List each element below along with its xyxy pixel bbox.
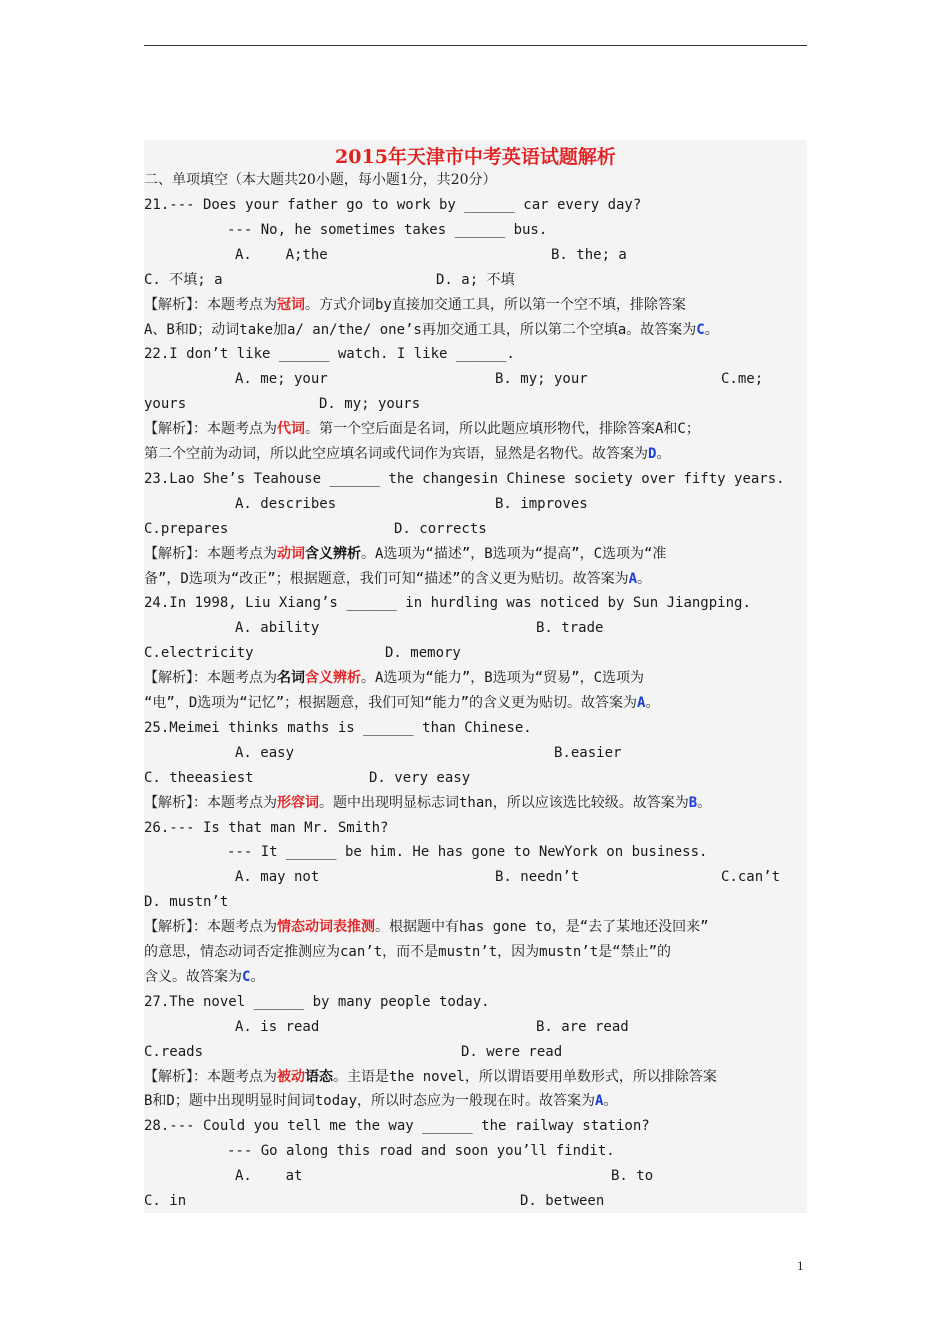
answer-letter: A [637, 695, 646, 711]
question-line: yours [144, 396, 187, 413]
question-line: 23.Lao She’s Teahouse ______ the changesin Chinese society over fifty years. [144, 470, 785, 487]
analysis-line [144, 418, 700, 440]
text-run: 【解析】：本题考点为 [144, 1068, 277, 1085]
question-line: A. at [235, 1168, 303, 1185]
question-line: --- Go along this road and soon you’ll findit. [227, 1143, 615, 1160]
analysis-line [144, 319, 719, 341]
question-line: D. between [520, 1193, 605, 1209]
analysis-line [144, 792, 711, 814]
text-run: 【解析】：本题考点为 [144, 794, 277, 811]
page-title: 2015年天津市中考英语试题解析 [335, 146, 616, 168]
analysis-line [144, 294, 686, 316]
text-run: “电”，D选项为“记忆”；根据题意，我们可知“能力”的含义更为贴切。故答案为 [144, 695, 637, 711]
question-line: C.prepares [144, 520, 229, 537]
analysis-line [144, 966, 264, 988]
question-line: 25.Meimei thinks maths is ______ than Chinese. [144, 719, 532, 736]
text-run: A、B和D；动词take加a/ an/the/ one’s再加交通工具，所以第二个空填a。故答案为 [144, 321, 697, 338]
answer-letter: A [595, 1093, 604, 1110]
text-run: 。题中出现明显标志词than，所以应该选比较级。故答案为 [319, 794, 689, 811]
highlight-term: 被动 [277, 1068, 305, 1085]
question-line: B. to [611, 1168, 654, 1185]
analysis-line [144, 692, 659, 714]
text-run: 。 [645, 695, 660, 711]
question-line: D. memory [385, 645, 461, 662]
question-line: A. me; your [235, 371, 328, 388]
text-run: 。 [250, 968, 265, 985]
question-line: C. theeasiest [144, 769, 254, 786]
exam-content [144, 140, 807, 1213]
question-line: D. were read [461, 1043, 563, 1060]
question-line: D. my; yours [319, 396, 421, 413]
highlight-term: 情态动词表推测 [277, 919, 375, 936]
question-line: D. mustn’t [144, 894, 229, 911]
question-line: A. describes [235, 495, 337, 512]
question-line: B.easier [554, 744, 622, 761]
question-line: --- No, he sometimes takes ______ bus. [227, 221, 548, 238]
text-run: 含义。故答案为 [144, 968, 242, 985]
question-line: 24.In 1998, Liu Xiang’s ______ in hurdling was noticed by Sun Jiangping. [144, 595, 751, 612]
text-run: 。A选项为“能力”，B选项为“贸易”，C选项为 [361, 670, 644, 687]
analysis-line [144, 916, 709, 938]
question-line: A. ability [235, 620, 320, 637]
answer-letter: C [242, 968, 251, 985]
answer-letter: D [648, 446, 657, 462]
question-line: A. A;the [235, 246, 328, 263]
highlight-term: 代词 [277, 421, 305, 438]
question-line: 的意思，情态动词否定推测应为can’t，而不是mustn’t，因为mustn’t是“禁止”的 [144, 944, 672, 960]
analysis-line [144, 443, 670, 465]
question-line: B. improves [495, 495, 588, 512]
text-run: 。 [637, 570, 652, 587]
question-line: 27.The novel ______ by many people today. [144, 993, 490, 1010]
analysis-line [144, 1090, 617, 1112]
text-run: 。主语是the novel，所以谓语要用单数形式，所以排除答案 [333, 1068, 717, 1085]
question-line: C.can’t [721, 869, 781, 886]
question-line: C.me; [721, 371, 764, 388]
question-line: D. corrects [394, 520, 487, 537]
analysis-line [144, 568, 651, 590]
question-line: 22.I don’t like ______ watch. I like ______. [144, 346, 515, 363]
question-line: D. a; 不填 [436, 271, 515, 288]
text-run: 第二个空前为动词，所以此空应填名词或代词作为宾语，显然是名物代。故答案为 [144, 446, 648, 462]
question-line: A. easy [235, 744, 295, 761]
question-line: B. are read [536, 1018, 629, 1035]
highlight-term: 含义辨析 [305, 545, 361, 562]
text-run: 【解析】：本题考点为 [144, 670, 277, 687]
highlight-term: 名词 [277, 670, 305, 687]
question-line: --- It ______ be him. He has gone to NewYork on business. [227, 844, 708, 861]
question-line: 28.--- Could you tell me the way ______ the railway station? [144, 1118, 650, 1135]
highlight-term: 含义辨析 [305, 670, 361, 687]
question-line: A. is read [235, 1018, 320, 1035]
question-line: B. the; a [551, 246, 627, 263]
question-line: B. trade [536, 620, 604, 637]
question-line: 26.--- Is that man Mr. Smith? [144, 819, 389, 836]
text-run: 。 [697, 794, 712, 811]
question-line: B. needn’t [495, 869, 580, 886]
highlight-term: 动词 [277, 545, 305, 562]
question-line: 21.--- Does your father go to work by ______ car every day? [144, 197, 642, 213]
text-run: 【解析】：本题考点为 [144, 919, 277, 936]
text-run: 。方式介词by直接加交通工具，所以第一个空不填，排除答案 [305, 296, 686, 313]
question-line: C. in [144, 1193, 187, 1209]
page-number: 1 [797, 1258, 804, 1273]
question-line: A. may not [235, 869, 320, 886]
analysis-line [144, 543, 666, 565]
answer-letter: C [696, 321, 705, 338]
highlight-term: 冠词 [277, 296, 305, 313]
text-run: 。 [603, 1093, 618, 1110]
text-run: 。 [656, 446, 671, 462]
text-run: 。根据题中有has gone to，是“去了某地还没回来” [375, 919, 709, 936]
answer-letter: B [688, 794, 698, 811]
text-run: 【解析】：本题考点为 [144, 545, 277, 562]
section-heading: 二、单项填空（本大题共20小题，每小题1分，共20分） [144, 172, 497, 188]
text-run: B和D；题中出现明显时间词today，所以时态应为一般现在时。故答案为 [144, 1093, 595, 1110]
question-line: D. very easy [369, 769, 471, 786]
text-run: 备”，D选项为“改正”；根据题意，我们可知“描述”的含义更为贴切。故答案为 [144, 570, 629, 587]
question-line: C.reads [144, 1043, 204, 1060]
question-line: C. 不填; a [144, 271, 223, 288]
text-run: 。A选项为“描述”，B选项为“提高”，C选项为“准 [361, 545, 667, 562]
highlight-term: 形容词 [277, 794, 319, 811]
question-line: C.electricity [144, 645, 254, 662]
header-rule [144, 45, 807, 46]
text-run: 【解析】：本题考点为 [144, 296, 277, 313]
text-run: 【解析】：本题考点为 [144, 421, 277, 438]
analysis-line [144, 1066, 717, 1088]
question-line: B. my; your [495, 371, 588, 388]
text-run: 。第一个空后面是名词，所以此题应填形物代，排除答案A和C； [305, 421, 700, 438]
text-run: 。 [704, 321, 719, 338]
highlight-term: 语态 [305, 1068, 333, 1085]
analysis-line [144, 667, 644, 689]
answer-letter: A [628, 570, 638, 587]
